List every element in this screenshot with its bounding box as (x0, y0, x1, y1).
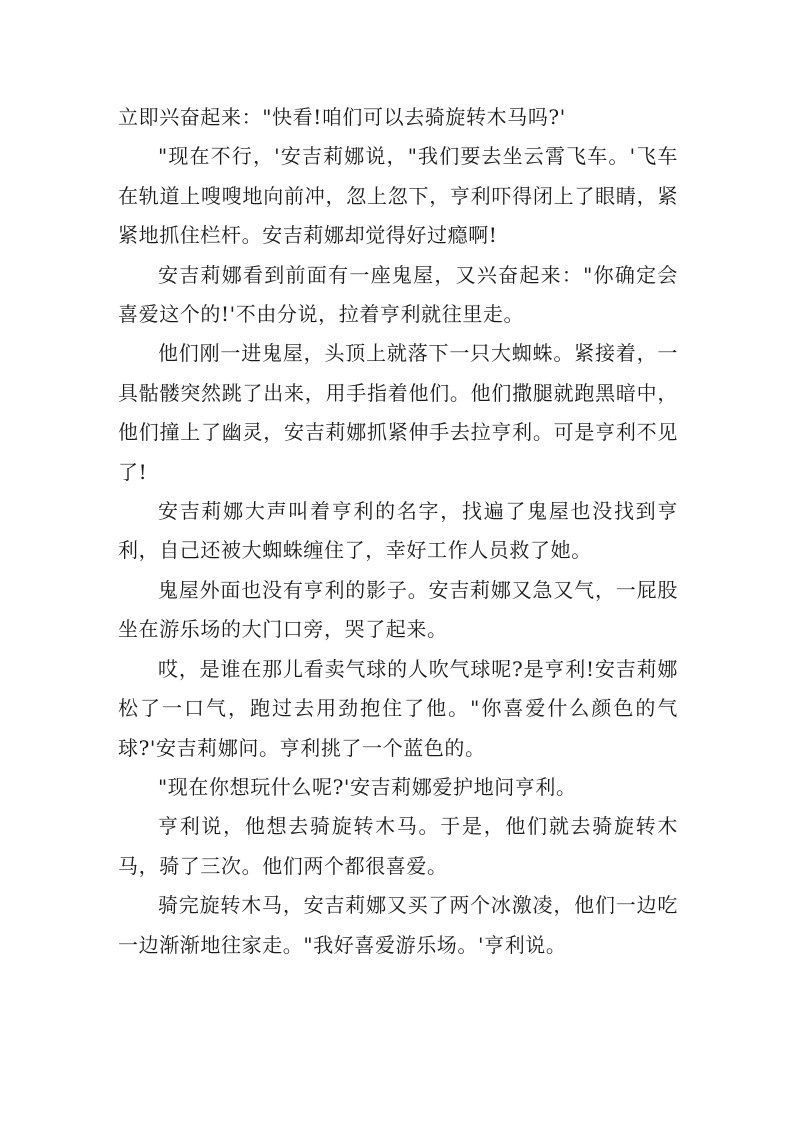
paragraph: 安吉莉娜大声叫着亨利的名字，找遍了鬼屋也没找到亨利，自己还被大蜘蛛缠住了，幸好工作人员救了她。 (118, 499, 678, 563)
paragraph: 安吉莉娜看到前面有一座鬼屋，又兴奋起来："你确定会喜爱这个的!'不由分说，拉着亨利就往里走。 (118, 262, 678, 327)
paragraph: 哎，是谁在那儿看卖气球的人吹气球呢?是亨利!安吉莉娜松了一口气，跑过去用劲抱住了他。"你喜爱什么颜色的气球?'安吉莉娜问。亨利挑了一个蓝色的。 (118, 656, 678, 760)
paragraph: 亨利说，他想去骑旋转木马。于是，他们就去骑旋转木马，骑了三次。他们两个都很喜爱。 (118, 814, 678, 878)
paragraph: 骑完旋转木马，安吉莉娜又买了两个冰激凌，他们一边吃一边渐渐地往家走。"我好喜爱游乐场。'亨利说。 (118, 893, 678, 957)
paragraph: "现在不行，'安吉莉娜说，"我们要去坐云霄飞车。'飞车在轨道上嗖嗖地向前冲，忽上忽下，亨利吓得闭上了眼睛，紧紧地抓住栏杆。安吉莉娜却觉得好过瘾啊! (118, 144, 678, 248)
paragraph-continuation: 立即兴奋起来："快看!咱们可以去骑旋转木马吗?' (118, 105, 566, 129)
story-text (118, 98, 678, 965)
paragraph: 他们刚一进鬼屋，头顶上就落下一只大蜘蛛。紧接着，一具骷髅突然跳了出来，用手指着他们。他们撒腿就跑黑暗中，他们撞上了幽灵，安吉莉娜抓紧伸手去拉亨利。可是亨利不见了! (118, 341, 678, 484)
paragraph: "现在你想玩什么呢?'安吉莉娜爱护地问亨利。 (158, 774, 577, 799)
paragraph: 鬼屋外面也没有亨利的影子。安吉莉娜又急又气，一屁股坐在游乐场的大门口旁，哭了起来。 (118, 577, 678, 642)
